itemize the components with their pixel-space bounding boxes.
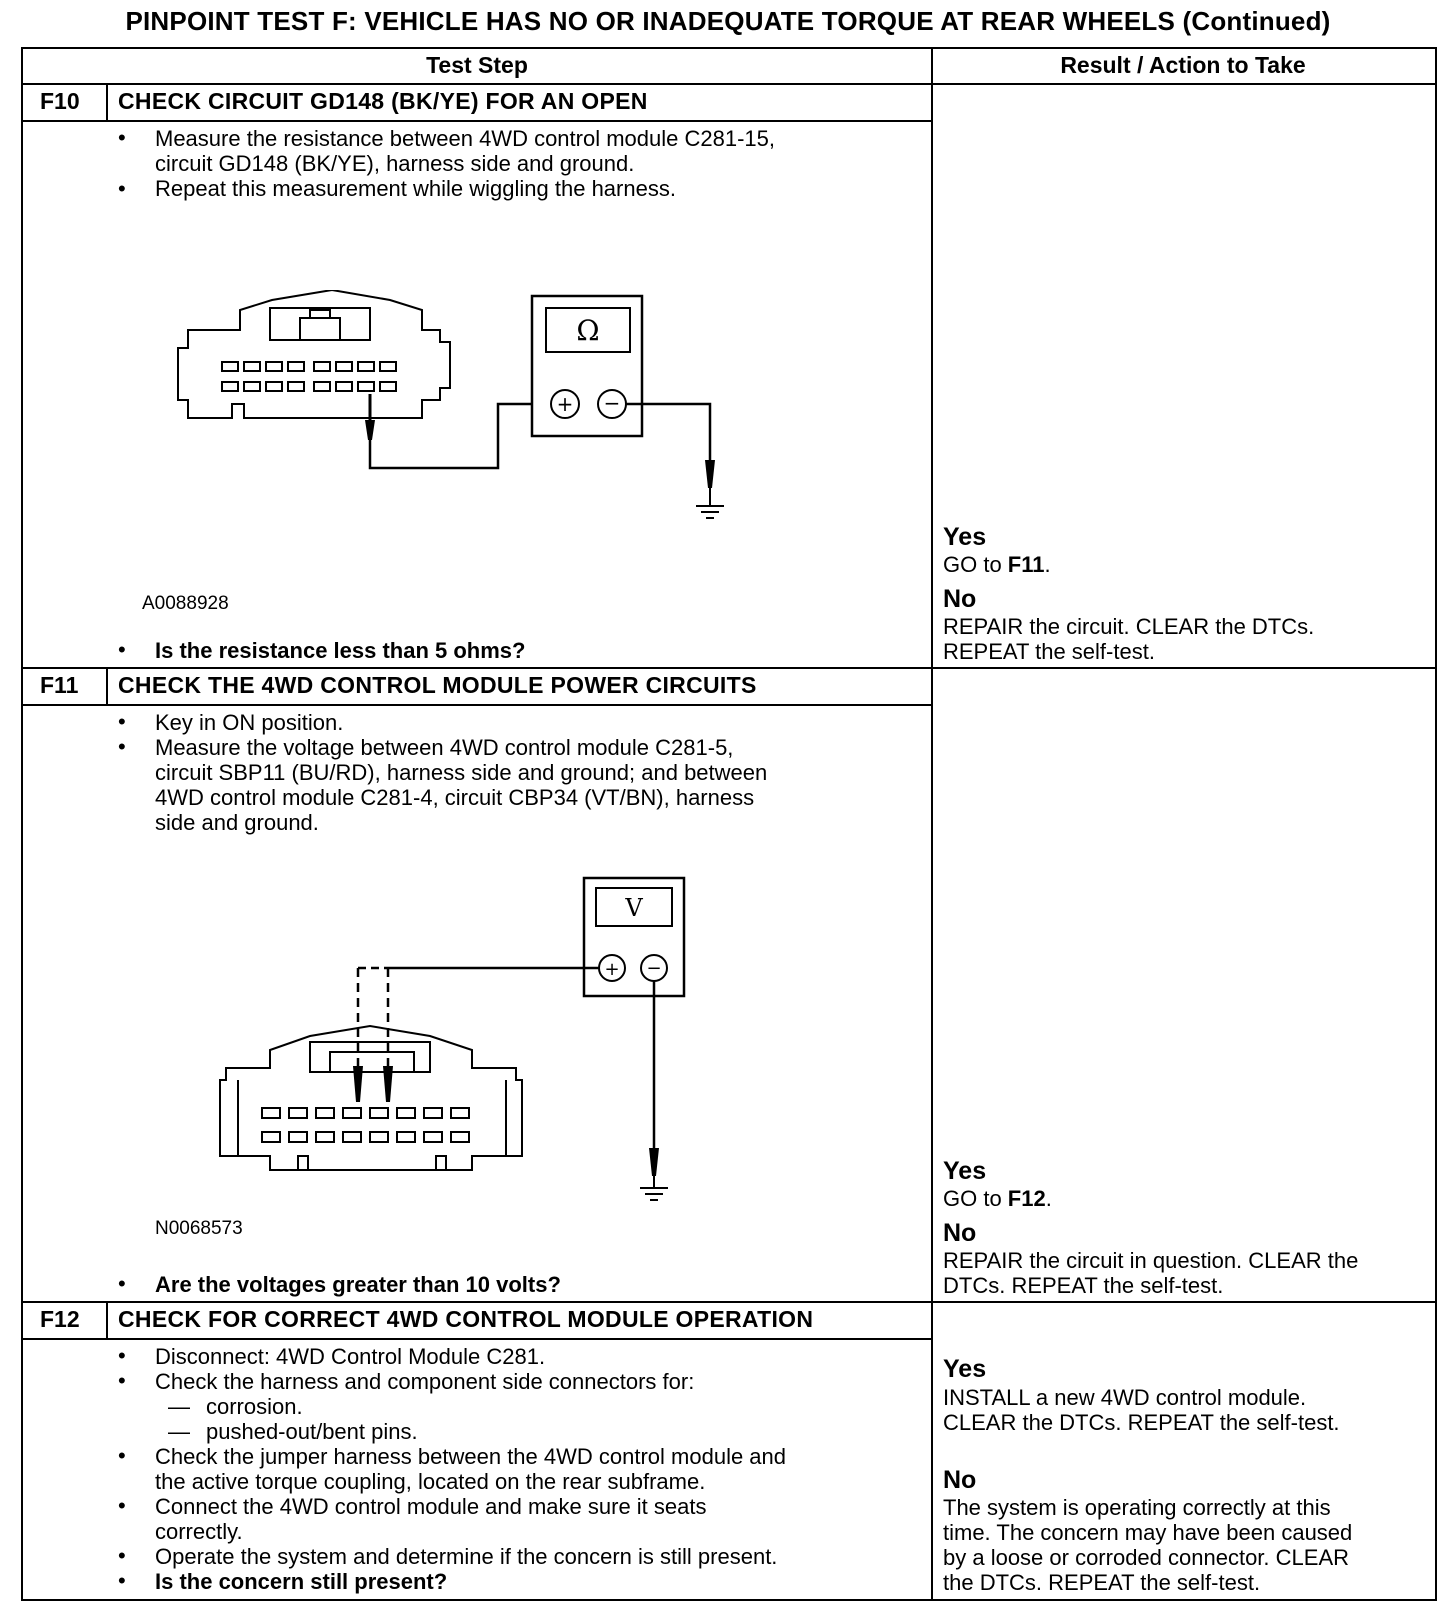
step-text: Disconnect: 4WD Control Module C281. bbox=[155, 1344, 546, 1369]
step-text: circuit GD148 (BK/YE), harness side and ground. bbox=[155, 151, 635, 176]
header-rule bbox=[21, 83, 1435, 85]
step-rule bbox=[21, 667, 1435, 669]
step-text: side and ground. bbox=[155, 810, 319, 835]
no-action: The system is operating correctly at this bbox=[943, 1495, 1331, 1520]
step-text: circuit SBP11 (BU/RD), harness side and ground; and between bbox=[155, 760, 768, 785]
column-divider bbox=[931, 47, 933, 1599]
dash-mark: — bbox=[168, 1394, 190, 1419]
ohmmeter-diagram bbox=[160, 290, 760, 550]
bullet: • bbox=[118, 637, 126, 662]
step-text: Key in ON position. bbox=[155, 710, 344, 735]
bullet: • bbox=[118, 1343, 126, 1368]
step-rule bbox=[21, 1301, 1435, 1303]
step-text: Check the harness and component side connectors for: bbox=[155, 1369, 695, 1394]
step-title-rule bbox=[21, 120, 933, 122]
no-action: REPAIR the circuit. CLEAR the DTCs. bbox=[943, 614, 1315, 639]
bullet: • bbox=[118, 1443, 126, 1468]
bullet: • bbox=[118, 1543, 126, 1568]
yes-label: Yes bbox=[943, 1355, 987, 1383]
step-text: the active torque coupling, located on the rear subframe. bbox=[155, 1469, 706, 1494]
yes-action: CLEAR the DTCs. REPEAT the self-test. bbox=[943, 1410, 1340, 1435]
step-id: F10 bbox=[40, 88, 80, 114]
meter-symbol: V bbox=[625, 894, 643, 922]
dash-mark: — bbox=[168, 1419, 190, 1444]
yes-action: INSTALL a new 4WD control module. bbox=[943, 1385, 1307, 1410]
no-action: REPAIR the circuit in question. CLEAR the bbox=[943, 1248, 1359, 1273]
svg-text:+: + bbox=[604, 959, 620, 980]
step-text: Measure the voltage between 4WD control module C281-5, bbox=[155, 735, 734, 760]
yes-label: Yes bbox=[943, 1157, 987, 1185]
svg-text:−: − bbox=[603, 391, 621, 415]
step-text: Measure the resistance between 4WD control module C281-15, bbox=[155, 126, 775, 151]
bullet: • bbox=[118, 1271, 126, 1296]
yes-action: GO to F12. bbox=[943, 1186, 1052, 1211]
step-text: Repeat this measurement while wiggling the harness. bbox=[155, 176, 676, 201]
bullet: • bbox=[118, 1493, 126, 1518]
yes-action: GO to F11. bbox=[943, 552, 1051, 577]
svg-text:−: − bbox=[646, 958, 662, 979]
no-action: time. The concern may have been caused bbox=[943, 1520, 1353, 1545]
no-action: DTCs. REPEAT the self-test. bbox=[943, 1273, 1224, 1298]
step-id: F11 bbox=[40, 672, 79, 698]
bullet: • bbox=[118, 176, 126, 201]
step-text: Connect the 4WD control module and make sure it seats bbox=[155, 1494, 707, 1519]
bullet: • bbox=[118, 125, 126, 150]
no-label: No bbox=[943, 585, 977, 613]
no-label: No bbox=[943, 1219, 977, 1247]
header-test-step: Test Step bbox=[426, 52, 528, 78]
step-question: Is the resistance less than 5 ohms? bbox=[155, 638, 526, 663]
step-title: CHECK CIRCUIT GD148 (BK/YE) FOR AN OPEN bbox=[118, 88, 648, 114]
header-result: Result / Action to Take bbox=[1060, 52, 1306, 78]
page-title: PINPOINT TEST F: VEHICLE HAS NO OR INADEQUATE TORQUE AT REAR WHEELS (Continued) bbox=[125, 6, 1331, 36]
step-question: Is the concern still present? bbox=[155, 1569, 448, 1594]
no-action: the DTCs. REPEAT the self-test. bbox=[943, 1570, 1261, 1595]
step-question: Are the voltages greater than 10 volts? bbox=[155, 1272, 561, 1297]
figure-code: N0068573 bbox=[155, 1218, 243, 1239]
step-id-divider bbox=[106, 1301, 108, 1338]
svg-text:+: + bbox=[556, 392, 574, 416]
bullet: • bbox=[118, 734, 126, 759]
no-label: No bbox=[943, 1466, 977, 1494]
step-text: pushed-out/bent pins. bbox=[206, 1419, 418, 1444]
step-id-divider bbox=[106, 83, 108, 120]
step-title-rule bbox=[21, 704, 933, 706]
meter-symbol: Ω bbox=[576, 314, 600, 347]
step-title: CHECK THE 4WD CONTROL MODULE POWER CIRCUITS bbox=[118, 672, 757, 698]
step-text: Operate the system and determine if the concern is still present. bbox=[155, 1544, 778, 1569]
figure-code: A0088928 bbox=[142, 593, 229, 614]
voltmeter-diagram bbox=[210, 870, 710, 1210]
step-title-rule bbox=[21, 1338, 933, 1340]
step-id-divider bbox=[106, 667, 108, 704]
no-action: by a loose or corroded connector. CLEAR bbox=[943, 1545, 1350, 1570]
bullet: • bbox=[118, 1368, 126, 1393]
step-text: 4WD control module C281-4, circuit CBP34 (VT/BN), harness bbox=[155, 785, 755, 810]
step-text: Check the jumper harness between the 4WD control module and bbox=[155, 1444, 787, 1469]
step-text: corrosion. bbox=[206, 1394, 303, 1419]
no-action: REPEAT the self-test. bbox=[943, 639, 1155, 664]
step-text: correctly. bbox=[155, 1519, 243, 1544]
step-title: CHECK FOR CORRECT 4WD CONTROL MODULE OPERATION bbox=[118, 1306, 814, 1332]
yes-label: Yes bbox=[943, 523, 987, 551]
bullet: • bbox=[118, 709, 126, 734]
step-id: F12 bbox=[40, 1306, 80, 1332]
bullet: • bbox=[118, 1568, 126, 1593]
